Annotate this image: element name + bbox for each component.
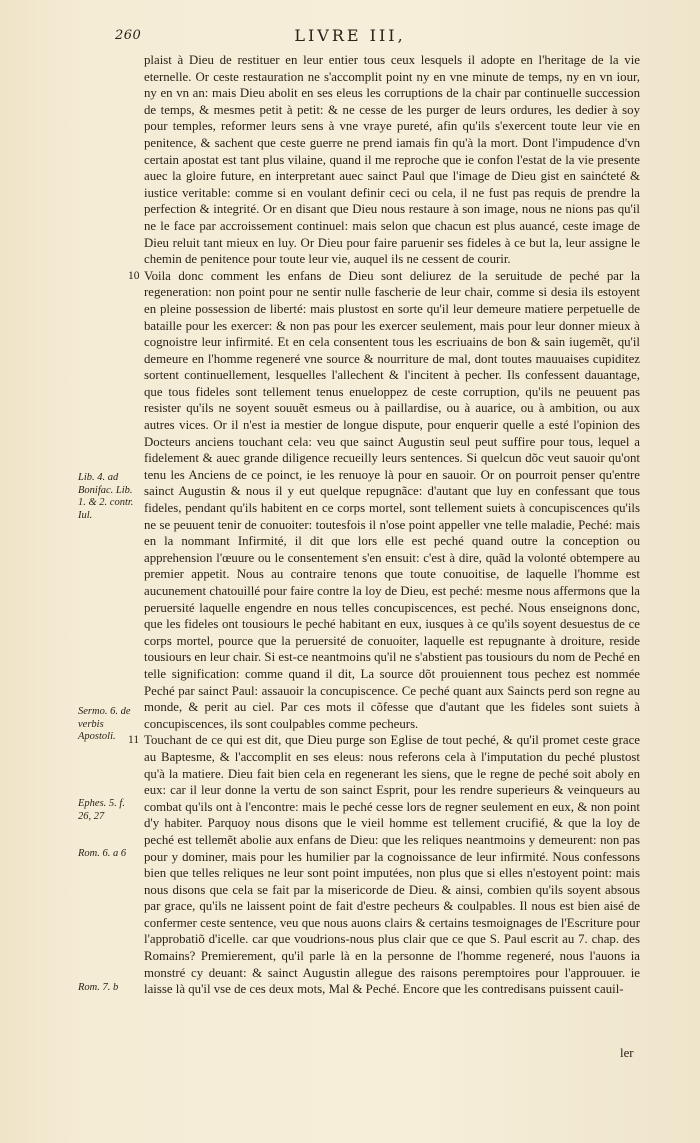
paragraph xyxy=(128,268,640,733)
main-text xyxy=(128,52,640,998)
catchword: ler xyxy=(620,1046,634,1060)
margin-note: Rom. 6. a 6 xyxy=(78,848,127,859)
paragraph xyxy=(144,52,640,268)
paragraph xyxy=(128,732,640,998)
page-number: 260 xyxy=(115,28,142,43)
paragraph-text: Voila donc comment les enfans de Dieu sont deliurez de la seruitude de peché par la regeneration: non point pour ne sentir nulle fascherie de leur chair, comme si desia ils estoyent en pleine possession de liberté: mais plustost en sorte qu'il leur demeure matiere perpetuelle de bataille pour les exercer: & non pas pour les exercer seulement, mais pour leur donner mieux à cognoistre leur infirmité. Et en cela consentent tous les escriuains de bon & sain iugemẽt, qu'il demeure en l'homme regeneré vne source & nourriture de mal, dont toutes mauuaises cupiditez sortent continuellement, lesquelles l'allechent & l'incitent à pecher. Ils confessent dauantage, que tous fideles sont tellement tenus enueloppez de ceste corruption, qu'ils ne peuuent pas resister qu'ils ne soyent souuẽt esmeus ou à paillardise, ou à auarice, ou à ambition, ou aux autres vices. Or il n'est ia mestier de longue dispute, pour enquerir quelle a esté l'opinion des Docteurs anciens touchant cela: veu que sainct Augustin seul peut suffire pour tous, lequel a fidelement & auec grande diligence recueilly leurs sentences. Si quelcun dõc veut sauoir qu'ont tenu les Anciens de ce poinct, ie les renuoye là pour en sauoir. Or on pourroit penser qu'entre sainct Augustin & nous il y eut quelque repugnãce: d'autant que luy en confessant que tous fideles, pendant qu'ils habitent en ce corps mortel, sont tellement suiets à concupiscences qu'ils ne se peuuent tenir de conuoiter: toutesfois il n'ose point appeller vne telle maladie, Peché: mais en la nommant Infirmité, il dit que lors elle est peché quand outre la conception ou apprehension l'œuure ou le consentement s'en ensuit: c'est à dire, quãd la volonté obtempere au premier appetit. Nous au contraire tenons que toute conuoitise, de laquelle l'homme est aucunement chatouillé pour faire contre la loy de Dieu, est peché: mesme nous affermons que la peruersité laquelle engendre en nous telles concupiscences, est peché. Nous enseignons donc, que les fideles ont tousiours le peché habitant en eux, iusques à ce qu'ils soyent desuestus de ce corps mortel, pource que la peruersité de conuoiter, laquelle est repugnante à droiture, reside tousiours en leur chair. Si est-ce neantmoins qu'il ne s'abstient pas tousiours du nom de Peché en telle signification: comme quand il dit, La source dõt prouiennent tous pechez est nommée Peché par sainct Paul: assauoir la concupiscence. Ce peché quant aux Saincts perd son regne au monde, & perit au ciel. Par ces mots il cõfesse que d'autant que les fideles sont suiets à concupiscences, ils sont coulpables comme pecheurs. xyxy=(144,268,640,731)
margin-note: Rom. 7. b xyxy=(78,982,119,993)
margin-note: Lib. 4. ad Bonifac. Lib. 1. & 2. contr. Iul. xyxy=(78,472,134,521)
paragraph-number: 11 xyxy=(128,734,140,747)
margin-note: Ephes. 5. f. 26, 27 xyxy=(78,798,125,822)
paragraph-number: 10 xyxy=(128,269,140,282)
margin-note: Sermo. 6. de verbis Apostoli. xyxy=(78,706,131,742)
running-head: LIVRE III, xyxy=(294,26,406,45)
paragraph-text: plaist à Dieu de restituer en leur entier tous ceux lesquels il adopte en l'heritage de la vie eternelle. Or ceste restauration ne s'accomplit point ny en vne minute de temps, ny en vn iour, ny en vn an: mais Dieu abolit en ses eleus les corruptions de la chair par continuelle succession de temps, & mesmes petit à petit: & ne cesse de les purger de leurs ordures, les dedier à soy pour temples, reformer leurs sens à vne vraye pureté, afin qu'ils s'exercent toute leur vie en penitence, & sachent que ceste guerre ne prend iamais fin qu'à la mort. Dont l'impudence d'vn certain apostat est tant plus vilaine, quand il me reproche que ie confon l'estat de la vie presente auec la gloire future, en interpretant auec sainct Paul que l'image de Dieu gist en sainćteté & iustice veritable: comme si en voulant definir ceci ou cela, il ne fust pas requis de prendre la perfection & integrité. Or en disant que Dieu nous restaure à son image, nous ne nions pas qu'il ne le face par accroissement continuel: mais selon que chacun est plus auancé, ceste image de Dieu reluit tant mieux en luy. Or Dieu pour faire paruenir ses fideles à ce but la, leur assigne le chemin de penitence pour toute leur vie, auquel ils ne cessent de courir. xyxy=(144,53,640,267)
paragraph-text: Touchant de ce qui est dit, que Dieu purge son Eglise de tout peché, & qu'il promet ceste grace au Baptesme, & l'accomplit en ses eleus: nous referons cela à l'imputation du peché plustost qu'à la matiere. Dieu fait bien cela en regenerant les siens, que le regne de peché soit aboly en eux: car il leur donne la vertu de son sainct Esprit, pour les rendre superieurs & veinqueurs au combat qu'ils ont à l'encontre: mais le peché cesse lors de regner seulement en eux, & non point d'y habiter. Parquoy nous disons que le vieil homme est tellement crucifié, & que la loy de peché est tellemẽt abolie aux enfans de Dieu: que les reliques neantmoins y demeurent: non pas pour y dominer, mais pour les humilier par la cognoissance de leur infirmité. Nous confessons bien que telles reliques ne leur sont point imputées, non plus que si elles n'estoyent point: mais nous disons que cela se fait par la misericorde de Dieu. & ainsi, combien qu'ils soyent absous par grace, qu'ils ne laissent point de fait d'estre pecheurs & coulpables. Il nous est bien aisé de confermer ceste sentence, veu que nous auons clairs & certains tesmoignages de l'Escriture pour l'approbatiõ d'icelle. car que voudrions-nous plus clair que ce que S. Paul escrit au 7. chap. des Romains? Premierement, qu'il parle là en la personne de l'homme regeneré, nous l'auons ia monstré cy deuant: & sainct Augustin allegue des raisons peremptoires pour l'approuuer. ie laisse là qu'il vse de ces deux mots, Mal & Peché. Encore que les contredisans puissent cauil- xyxy=(144,733,640,997)
